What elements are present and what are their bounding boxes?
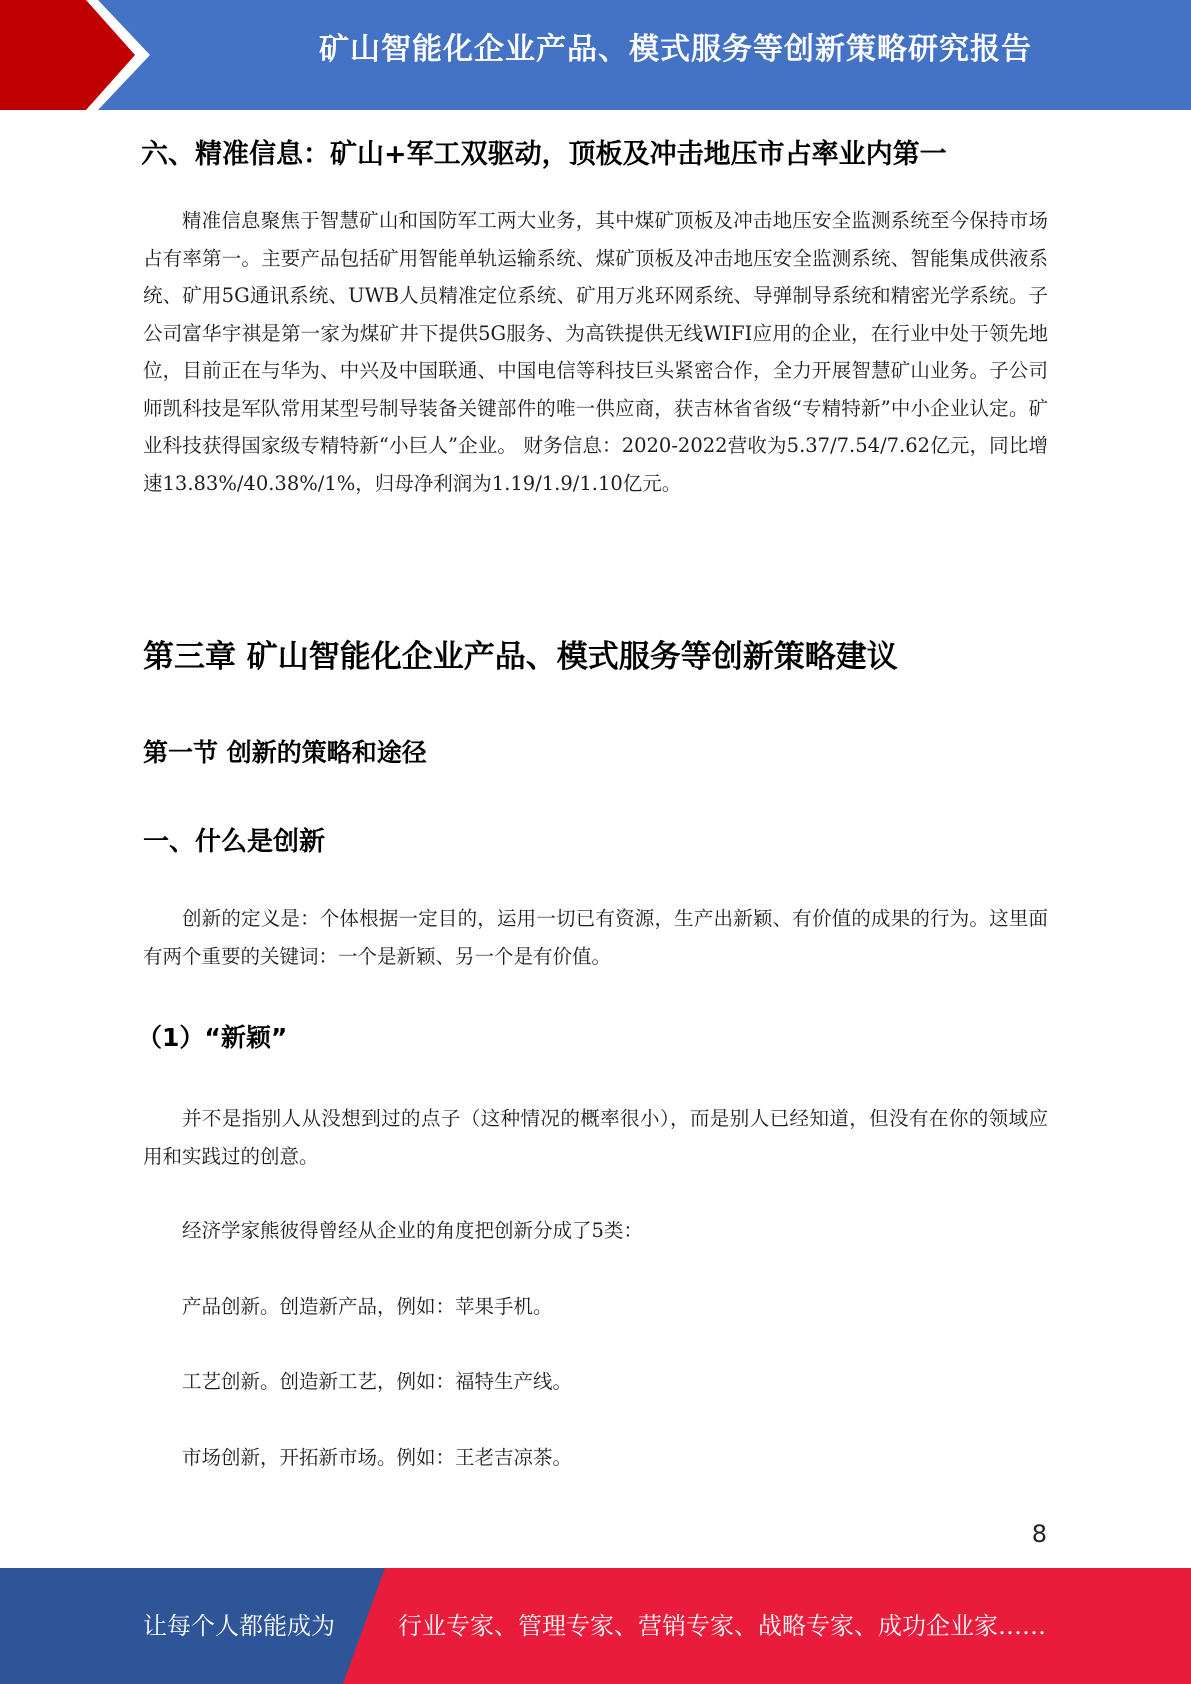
section6-paragraph: 精准信息聚焦于智慧矿山和国防军工两大业务，其中煤矿顶板及冲击地压安全监测系统至今保持市场占有率第一。主要产品包括矿用智能单轨运输系统、煤矿顶板及冲击地压安全监测系统、智能集成供液系统、矿用5G通讯系统、UWB人员精准定位系统、矿用万兆环网系统、导弹制导系统和精密光学系统。子公司富华宇祺是第一家为煤矿井下提供5G服务、为高铁提供无线WIFI应用的企业，在行业中处于领先地位，目前正在与华为、中兴及中国联通、中国电信等科技巨头紧密合作，全力开展智慧矿山业务。子公司师凯科技是军队常用某型号制导装备关键部件的唯一供应商，获吉林省省级“专精特新”中小企业认定。矿业科技获得国家级专精特新“小巨人”企业。 财务信息：2020-2022营收为5.37/7.54/7.62亿元，同比增速13.83%/40.38%/1%，归母净利润为1.19/1.9/1.10亿元。 (143, 209, 1048, 495)
section6-heading: 六、精准信息：矿山+军工双驱动，顶板及冲击地压市占率业内第一 (141, 139, 947, 170)
market-innovation-line: 市场创新，开拓新市场。例如：王老吉凉茶。 (182, 1445, 573, 1469)
footer-slogan-left: 让每个人都能成为 (143, 1612, 335, 1640)
footer-banner (0, 1568, 1191, 1684)
section1-heading: 第一节 创新的策略和途径 (143, 738, 427, 767)
page-number: 8 (1031, 1520, 1047, 1548)
page-content (137, 110, 1048, 1476)
novel-paragraph: 并不是指别人从没想到过的点子（这种情况的概率很小），而是别人已经知道，但没有在你的领域应用和实践过的创意。 (143, 1107, 1048, 1168)
schumpeter-line: 经济学家熊彼得曾经从企业的角度把创新分成了5类： (182, 1219, 643, 1242)
process-innovation-line: 工艺创新。创造新工艺，例如：福特生产线。 (182, 1370, 573, 1393)
what-is-innovation-heading: 一、什么是创新 (143, 827, 326, 857)
chapter-heading: 第三章 矿山智能化企业产品、模式服务等创新策略建议 (143, 639, 898, 675)
novel-heading: （1）“新颖” (137, 1023, 288, 1052)
definition-paragraph: 创新的定义是：个体根据一定目的，运用一切已有资源，生产出新颖、有价值的成果的行为。这里面有两个重要的关键词：一个是新颖、另一个是有价值。 (143, 907, 1048, 968)
product-innovation-line: 产品创新。创造新产品，例如：苹果手机。 (182, 1294, 553, 1318)
header-arrow-decoration (0, 0, 180, 110)
report-title: 矿山智能化企业产品、模式服务等创新策略研究报告 (319, 32, 1032, 67)
footer-slogan-right: 行业专家、管理专家、营销专家、战略专家、成功企业家…… (398, 1612, 1046, 1640)
header-banner (0, 0, 1191, 110)
